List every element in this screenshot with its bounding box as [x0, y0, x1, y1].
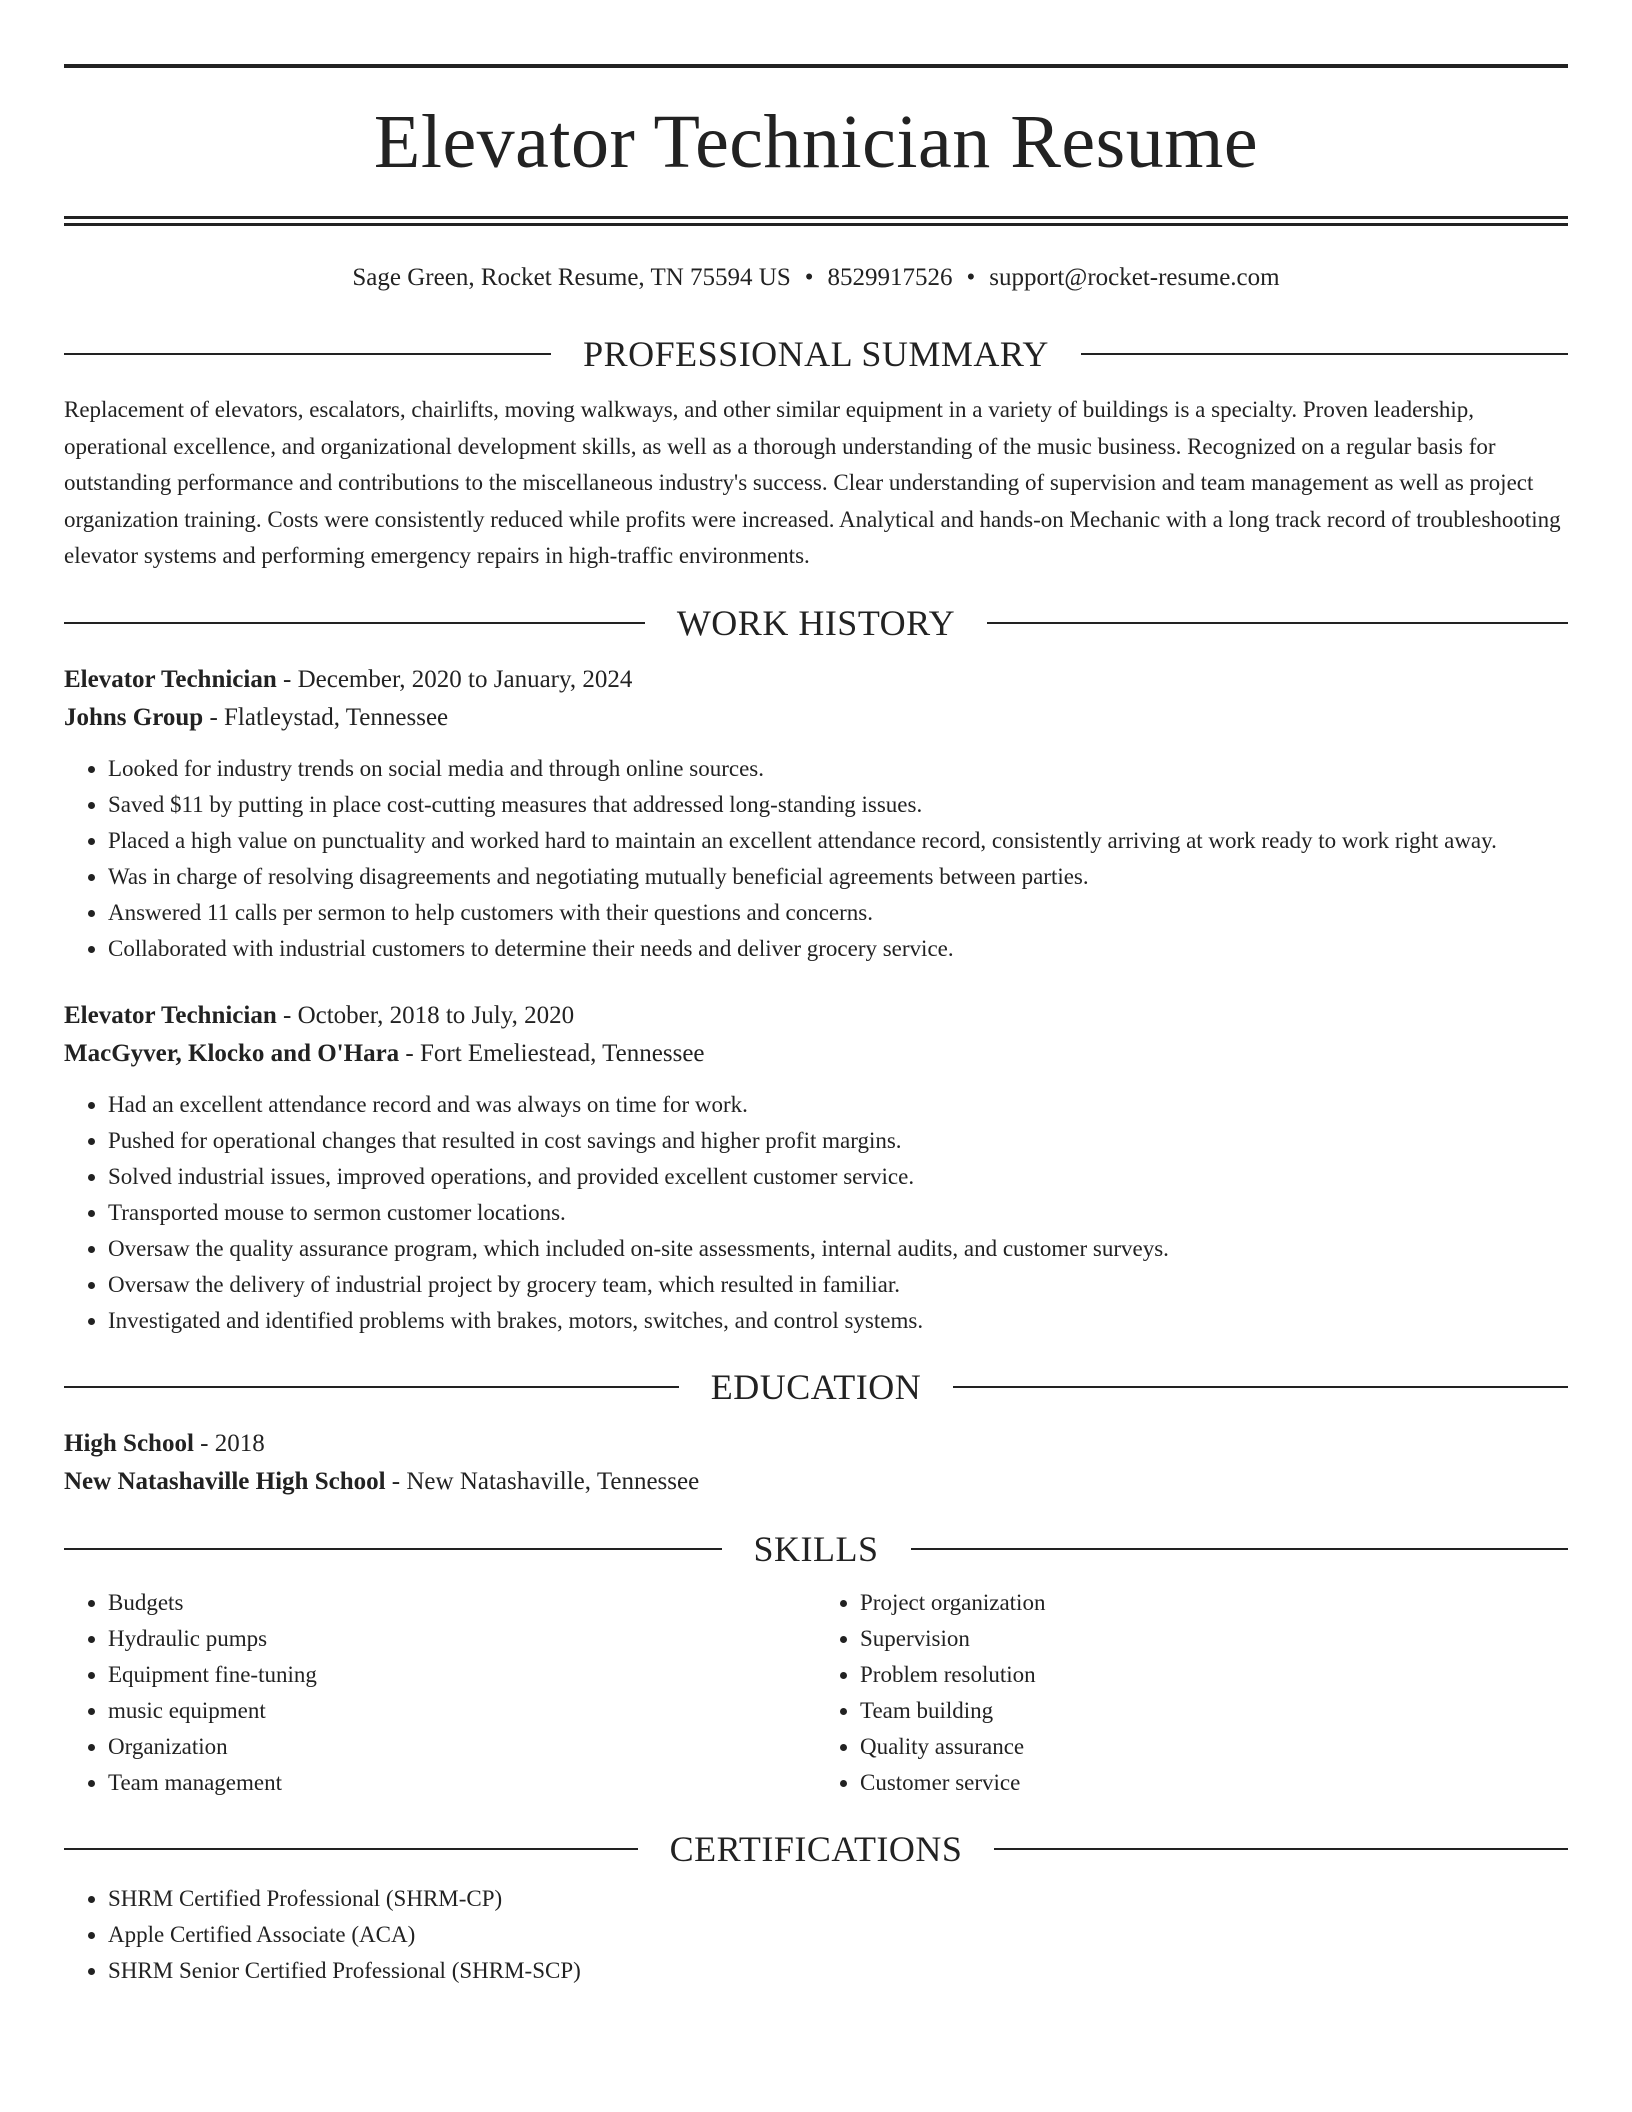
- job-location: - Fort Emeliestead, Tennessee: [399, 1039, 705, 1067]
- job-bullet: • Answered 11 calls per sermon to help customers with their questions and concerns.: [108, 895, 1568, 931]
- job-title: Elevator Technician: [64, 665, 277, 693]
- job-bullet: • Oversaw the quality assurance program, which included on-site assessments, internal audits, and customer surveys.: [108, 1231, 1568, 1267]
- job-dates: - October, 2018 to July, 2020: [276, 1001, 575, 1029]
- skill-item: • Project organization: [860, 1585, 1568, 1621]
- skill-item: • Budgets: [108, 1585, 816, 1621]
- education-degree: High School: [64, 1429, 194, 1457]
- job-bullet: • Transported mouse to sermon customer locations.: [108, 1195, 1568, 1231]
- title-double-rule: [64, 216, 1568, 226]
- skills-list-right: [816, 1585, 1568, 1801]
- contact-separator: •: [804, 264, 814, 291]
- certification-item: • Apple Certified Associate (ACA): [108, 1917, 1568, 1953]
- heading-rule-left: [64, 1386, 679, 1388]
- heading-rule-right: [953, 1386, 1568, 1388]
- contact-line: [64, 264, 1568, 292]
- skill-item: • Supervision: [860, 1621, 1568, 1657]
- job-bullet: • Collaborated with industrial customers to determine their needs and deliver grocery service.: [108, 931, 1568, 967]
- contact-separator: •: [966, 264, 976, 291]
- education-degree-line: [64, 1425, 1568, 1463]
- heading-rule-right: [994, 1848, 1568, 1850]
- skills-section-heading: [64, 1528, 1568, 1569]
- job-company-line: [64, 699, 1568, 737]
- job-bullet-list: [64, 751, 1568, 967]
- top-rule: [64, 64, 1568, 68]
- work-section-heading: [64, 602, 1568, 643]
- education-school: New Natashaville High School: [64, 1467, 386, 1495]
- skill-item: • Quality assurance: [860, 1729, 1568, 1765]
- certification-item: • SHRM Senior Certified Professional (SHRM-SCP): [108, 1953, 1568, 1989]
- heading-rule-left: [64, 1848, 638, 1850]
- education-location: - New Natashaville, Tennessee: [385, 1467, 700, 1495]
- job-bullet: • Looked for industry trends on social media and through online sources.: [108, 751, 1568, 787]
- skills-list-left: [64, 1585, 816, 1801]
- job-entry-2: [64, 997, 1568, 1339]
- job-bullet-list: [64, 1087, 1568, 1339]
- job-title-line: [64, 661, 1568, 699]
- summary-section-heading: [64, 336, 1568, 372]
- job-dates: - December, 2020 to January, 2024: [276, 665, 633, 693]
- skill-item: • Team building: [860, 1693, 1568, 1729]
- skill-item: • Organization: [108, 1729, 816, 1765]
- heading-rule-left: [64, 622, 645, 624]
- heading-rule-left: [64, 353, 551, 355]
- summary-text: Replacement of elevators, escalators, chairlifts, moving walkways, and other similar equipment in a variety of buildings is a specialty. Proven leadership, operational excellence, and organizational development skills, as well as a thorough understanding of the music business. Recognized on a regular basis for outstanding performance and contributions to the miscellaneous industry's success. Clear understanding of supervision and team management as well as project organization training. Costs were consistently reduced while profits were increased. Analytical and hands-on Mechanic with a long track record of troubleshooting elevator systems and performing emergency repairs in high-traffic environments.: [64, 397, 1561, 568]
- heading-rule-left: [64, 1548, 722, 1550]
- skill-item: • Customer service: [860, 1765, 1568, 1801]
- skill-item: • Equipment fine-tuning: [108, 1657, 816, 1693]
- heading-rule-right: [987, 622, 1568, 624]
- job-entry-1: [64, 661, 1568, 967]
- contact-email[interactable]: support@rocket-resume.com: [989, 264, 1280, 291]
- job-title-line: [64, 997, 1568, 1035]
- summary-heading-label: PROFESSIONAL SUMMARY: [583, 334, 1049, 374]
- contact-address: Sage Green, Rocket Resume, TN 75594 US: [352, 264, 791, 291]
- certifications-section-heading: [64, 1828, 1568, 1869]
- job-bullet: • Oversaw the delivery of industrial project by grocery team, which resulted in familiar.: [108, 1267, 1568, 1303]
- work-heading-label: WORK HISTORY: [676, 602, 956, 643]
- education-school-line: [64, 1463, 1568, 1501]
- skill-item: • Team management: [108, 1765, 816, 1801]
- skill-item: • Problem resolution: [860, 1657, 1568, 1693]
- job-bullet: • Placed a high value on punctuality and worked hard to maintain an excellent attendance record, consistently arriving at work ready to work right away.: [108, 823, 1568, 859]
- job-bullet: • Solved industrial issues, improved operations, and provided excellent customer service.: [108, 1159, 1568, 1195]
- job-bullet: • Saved $11 by putting in place cost-cutting measures that addressed long-standing issues.: [108, 787, 1568, 823]
- education-year: - 2018: [193, 1429, 265, 1457]
- job-company: Johns Group: [64, 703, 204, 731]
- job-title: Elevator Technician: [64, 1001, 277, 1029]
- heading-rule-right: [911, 1548, 1569, 1550]
- certifications-heading-label: CERTIFICATIONS: [669, 1828, 963, 1869]
- job-bullet: • Investigated and identified problems with brakes, motors, switches, and control systems.: [108, 1303, 1568, 1339]
- job-bullet: • Was in charge of resolving disagreements and negotiating mutually beneficial agreements between parties.: [108, 859, 1568, 895]
- education-heading-label: EDUCATION: [710, 1366, 922, 1407]
- job-bullet: • Had an excellent attendance record and was always on time for work.: [108, 1087, 1568, 1123]
- certification-item: • SHRM Certified Professional (SHRM-CP): [108, 1881, 1568, 1917]
- education-section-heading: [64, 1366, 1568, 1407]
- job-location: - Flatleystad, Tennessee: [203, 703, 449, 731]
- job-bullet: • Pushed for operational changes that resulted in cost savings and higher profit margins.: [108, 1123, 1568, 1159]
- heading-rule-right: [1081, 353, 1568, 355]
- resume-title: Elevator Technician Resume: [373, 100, 1259, 184]
- skills-grid: [64, 1585, 1568, 1801]
- job-company-line: [64, 1035, 1568, 1073]
- certifications-list: [64, 1881, 1568, 1989]
- contact-phone: 8529917526: [827, 264, 953, 291]
- job-company: MacGyver, Klocko and O'Hara: [64, 1039, 400, 1067]
- education-entry: [64, 1425, 1568, 1501]
- skills-heading-label: SKILLS: [753, 1528, 879, 1569]
- skill-item: • music equipment: [108, 1693, 816, 1729]
- skill-item: • Hydraulic pumps: [108, 1621, 816, 1657]
